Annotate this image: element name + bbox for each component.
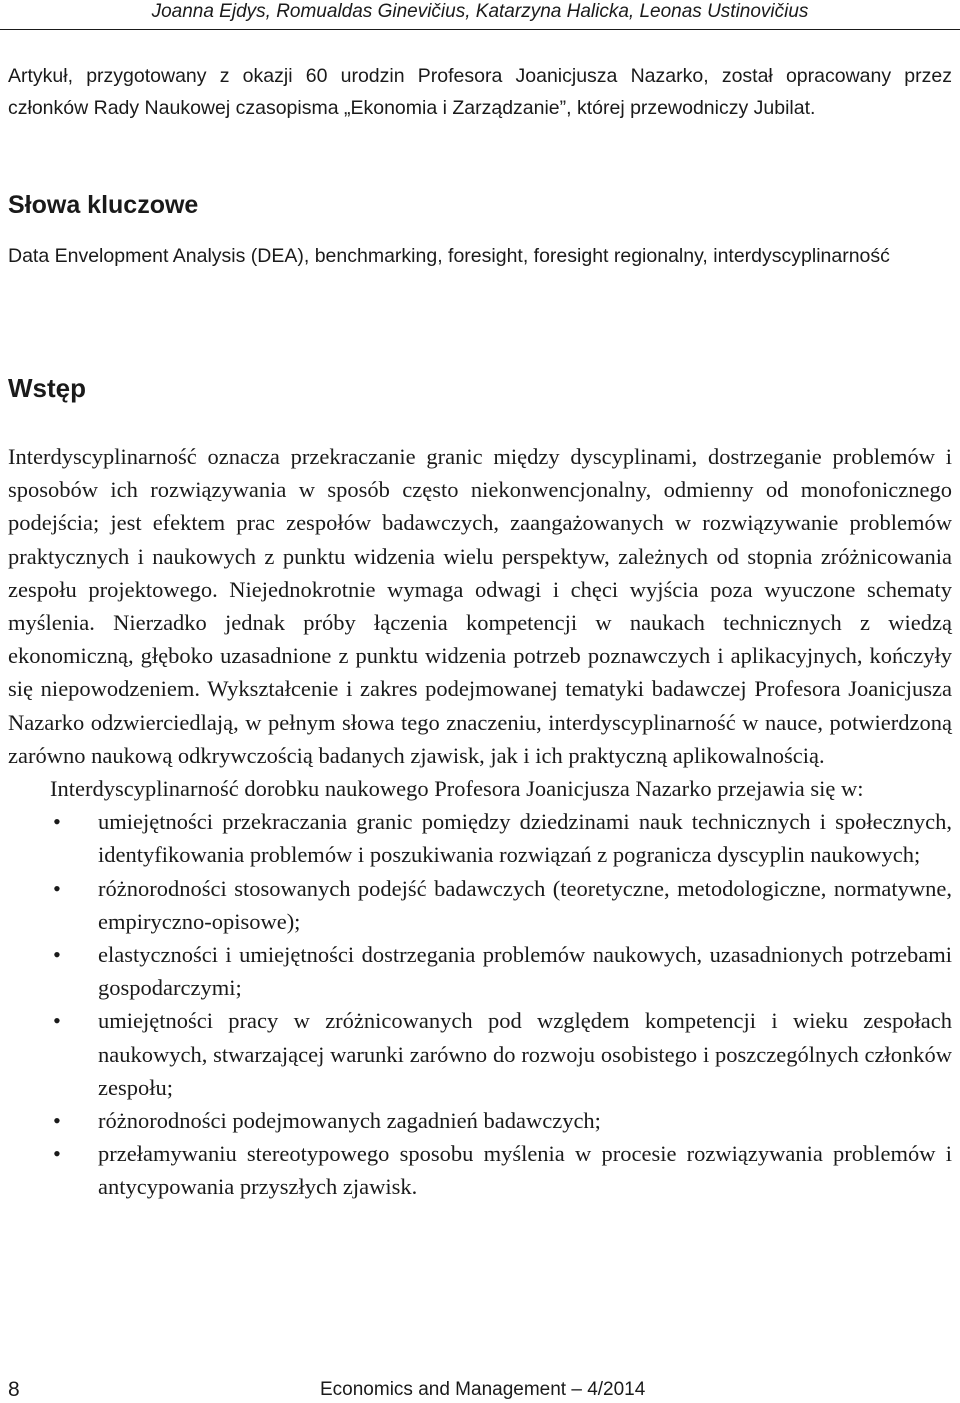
list-item-text: przełamywaniu stereotypowego sposobu myślenia w procesie rozwiązywania problemów i antycypowania przyszłych zjawisk.	[98, 1141, 952, 1200]
bullet-icon: •	[53, 875, 61, 901]
introduction-heading: Wstęp	[8, 373, 86, 403]
list-item	[8, 805, 952, 871]
bullet-icon: •	[53, 942, 61, 968]
keywords-text: Data Envelopment Analysis (DEA), benchmarking, foresight, foresight regionalny, interdyscyplinarność	[8, 245, 890, 267]
list-item	[8, 1004, 952, 1104]
list-item-text: elastyczności i umiejętności dostrzegania problemów naukowych, uzasadnionych potrzebami gospodarczymi;	[98, 942, 952, 1001]
list-item	[8, 1104, 952, 1137]
list-item-text: umiejętności pracy w zróżnicowanych pod względem kompetencji i wieku zespołach naukowych, stwarzającej warunki zarówno do rozwoju osobistego i poszczególnych członków zespołu;	[98, 1008, 952, 1100]
keywords-heading: Słowa kluczowe	[8, 191, 199, 219]
journal-issue: Economics and Management – 4/2014	[320, 1379, 646, 1400]
page-number: 8	[8, 1378, 20, 1401]
introduction-paragraph-2: Interdyscyplinarność dorobku naukowego Profesora Joanicjusza Nazarko przejawia się w:	[50, 776, 864, 802]
list-item	[8, 1137, 952, 1203]
list-item-text: różnorodności podejmowanych zagadnień badawczych;	[98, 1108, 601, 1134]
list-item-text: umiejętności przekraczania granic pomiędzy dziedzinami nauk technicznych i społecznych, identyfikowania problemów i poszukiwania rozwiązań z pogranicza dyscyplin naukowych;	[98, 809, 952, 868]
list-item-text: różnorodności stosowanych podejść badawczych (teoretyczne, metodologiczne, normatywne, empiryczno-opisowe);	[98, 875, 952, 934]
running-header-authors: Joanna Ejdys, Romualdas Ginevičius, Katarzyna Halicka, Leonas Ustinovičius	[0, 0, 960, 30]
bullet-icon: •	[53, 809, 61, 835]
intro-note: Artykuł, przygotowany z okazji 60 urodzin Profesora Joanicjusza Nazarko, został opracowany przez członków Rady Naukowej czasopisma „Ekonomia i Zarządzanie”, której przewodniczy Jubilat.	[8, 65, 952, 119]
bullet-icon: •	[53, 1141, 61, 1167]
interdisciplinarity-list	[8, 805, 952, 1203]
list-item	[8, 938, 952, 1004]
bullet-icon: •	[53, 1108, 61, 1134]
list-item	[8, 872, 952, 938]
page-footer	[0, 1376, 960, 1403]
bullet-icon: •	[53, 1008, 61, 1034]
introduction-paragraph-1: Interdyscyplinarność oznacza przekraczanie granic między dyscyplinami, dostrzeganie problemów i sposobów ich rozwiązywania w sposób często niekonwencjonalny, odmienny od monofonicznego podejścia; jest efektem prac zespołów badawczych, zaangażowanych w rozwiązywanie problemów praktycznych i naukowych z punktu widzenia wielu perspektyw, zależnych od stopnia zróżnicowania zespołu projektowego. Niejednokrotnie wymaga odwagi i chęci wyjścia poza wyuczone schematy myślenia. Nierzadko jednak próby łączenia kompetencji w naukach technicznych z wiedzą ekonomiczną, głęboko uzasadnione z punktu widzenia potrzeb poznawczych i aplikacyjnych, kończyły się niepowodzeniem. Wykształcenie i zakres podejmowanej tematyki badawczej Profesora Joanicjusza Nazarko odzwierciedlają, w pełnym słowa tego znaczeniu, interdyscyplinarność w nauce, potwierdzoną zarówno naukową odkrywczością badanych zjawisk, jak i ich praktyczną aplikowalnością.	[8, 444, 952, 768]
introduction-body	[8, 440, 952, 1204]
